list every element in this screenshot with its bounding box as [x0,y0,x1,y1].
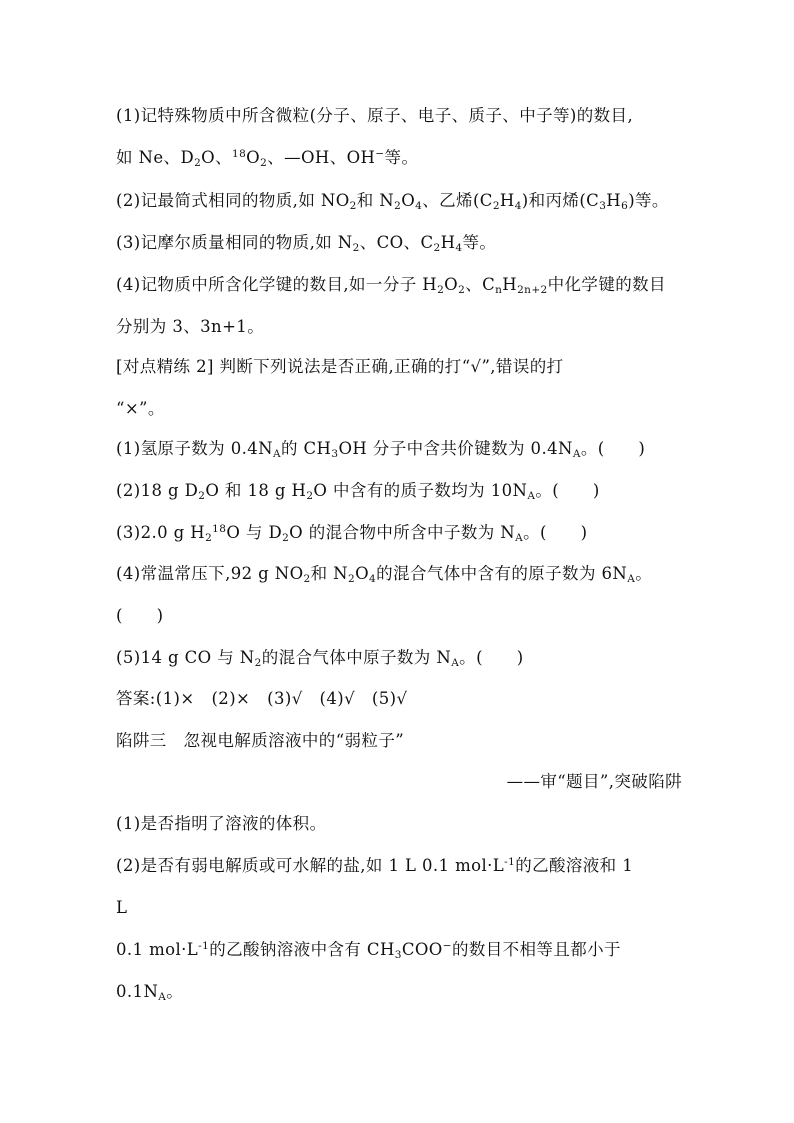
text-line: (1)记特殊物质中所含微粒(分子、原子、电子、质子、中子等)的数目, [116,106,634,125]
text-line: L [116,898,128,917]
text-line: (2)18 g $D_2O$ 和 18 g $H_2O$ 中含有的质子数均为 $10N_A$。( ) [116,481,600,502]
text-line: ( ) [116,606,164,625]
answer-line: 答案:(1)× (2)× (3)√ (4)√ (5)√ [116,689,408,708]
text-line: (4)常温常压下,92 g $NO_2$和 $N_2O_4$的混合气体中含有的原子数为 $6N_A$。 [116,564,653,585]
text-line: (5)14 g CO 与 $N_2$的混合气体中原子数为 $N_A$。( ) [116,648,524,669]
text-line: (4)记物质中所含化学键的数目,如一分子 $H_2O_2$、$C_nH_{2n+2}$中化学键的数目 [116,275,666,296]
text-line: $0.1N_A$。 [116,982,184,1003]
text-line: 如 Ne、$D_2O$、$^{18}O_2$、—OH、OH−等。 [116,148,419,169]
text-line: (3)记摩尔质量相同的物质,如 $N_2$、CO、$C_2H_4$等。 [116,233,497,254]
text-line: (1)氢原子数为 $0.4N_A$的 $CH_3OH$ 分子中含共价键数为 $0.4N_A$。( ) [116,439,646,460]
text-line: (2)记最简式相同的物质,如 $NO_2$和 $N_2O_4$、乙烯$(C_2H_4)$和丙烯$(C_3H_6)$等。 [116,191,669,212]
text-line: 0.1 $mol\cdot L^{-1}$的乙酸钠溶液中含有 $CH_3COO^-$的数目不相等且都小于 [116,940,621,961]
section-subheading: ——审“题目”,突破陷阱 [506,772,682,791]
text-line: 分别为 3、3n+1。 [116,317,265,336]
text-line: [对点精练 2] 判断下列说法是否正确,正确的打“√”,错误的打 [116,357,564,376]
text-line: (3)2.0 g $H_2^{18}O$ 与 $D_2O$ 的混合物中所含中子数为 $N_A$。( ) [116,523,588,544]
text-line: (1)是否指明了溶液的体积。 [116,814,327,833]
text-line: “×”。 [116,399,165,418]
section-heading: 陷阱三 忽视电解质溶液中的“弱粒子” [116,731,405,750]
text-line: (2)是否有弱电解质或可水解的盐,如 1 L 0.1 $mol\cdot L^{-1}$的乙酸溶液和 1 [116,856,634,875]
